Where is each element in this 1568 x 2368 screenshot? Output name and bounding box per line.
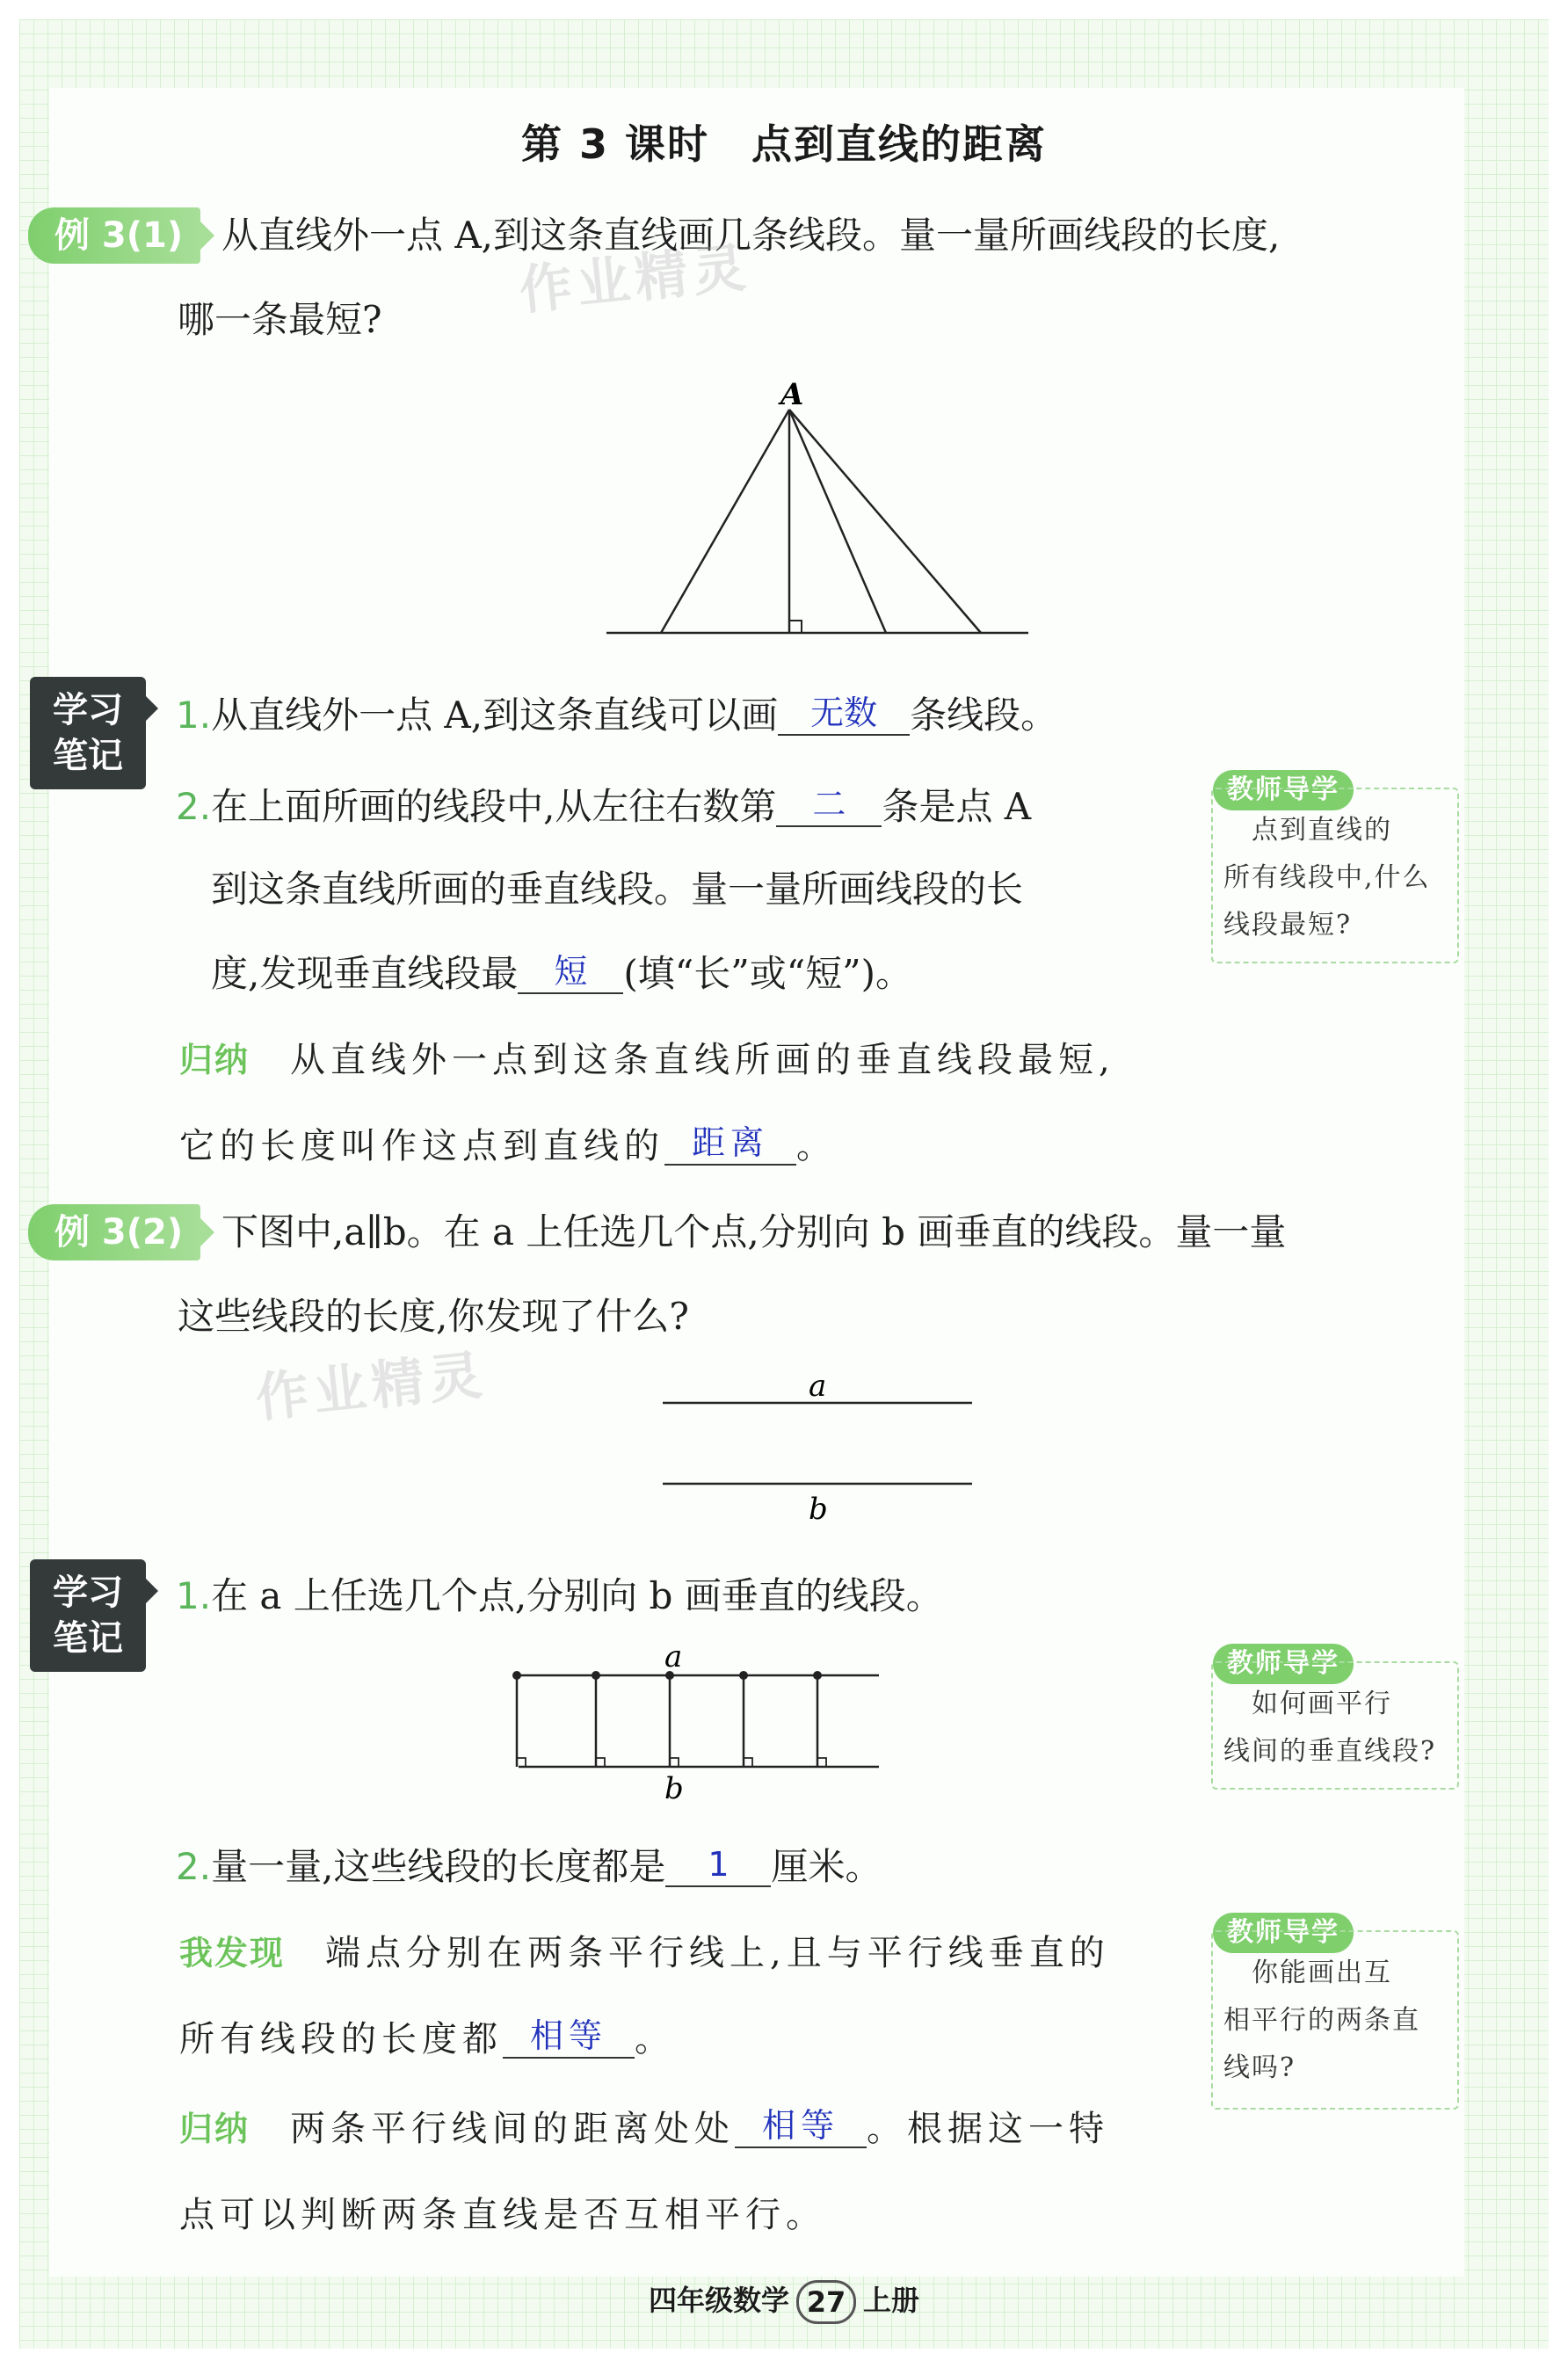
answer-blank[interactable]: 二: [776, 783, 882, 827]
study-notes-tag-1: [30, 677, 146, 789]
notes2-discover-line2: [179, 2013, 675, 2066]
page-number: 27: [796, 2280, 856, 2324]
answer-blank[interactable]: 1: [665, 1843, 771, 1887]
notes1-item1: [176, 689, 1057, 742]
guide-text: 所有线段中,什么: [1223, 862, 1431, 893]
figure-parallel-lines: [650, 1362, 984, 1521]
teacher-guide-title: 教师导学: [1213, 1913, 1354, 1953]
footer-grade: 四年级数学: [648, 2284, 789, 2317]
watermark: 作业精灵: [252, 1344, 490, 1430]
right-angle-mark: [670, 1758, 679, 1767]
notes2-item1: [176, 1570, 943, 1623]
guide-text: 如何画平行: [1223, 1689, 1392, 1719]
segment-4: [789, 410, 981, 633]
line-a-label: a: [809, 1369, 827, 1404]
note-tag-line2: 笔记: [53, 1618, 123, 1659]
right-angle-mark: [744, 1758, 752, 1767]
item-number: 1.: [176, 1574, 212, 1617]
summary-text: 两条平行线间的距离处处: [290, 2109, 736, 2149]
guide-text: 线吗?: [1223, 2052, 1296, 2083]
right-angle-mark: [817, 1758, 826, 1767]
segment-3: [789, 410, 886, 633]
item-number: 2.: [176, 785, 212, 828]
guide-text: 点到直线的: [1223, 815, 1392, 846]
example-tag-2: 例 3(2): [28, 1204, 200, 1260]
example1-text-line2: 哪一条最短?: [178, 298, 382, 341]
page-footer: [0, 2278, 1568, 2324]
answer-blank[interactable]: 距离: [664, 1122, 796, 1166]
guide-text: 线段最短?: [1223, 910, 1353, 941]
item-text: 在上面所画的线段中,从左往右数第: [211, 785, 777, 828]
note-tag-line2: 笔记: [53, 736, 123, 776]
item-text: 条是点 A: [882, 785, 1032, 828]
right-angle-mark: [596, 1758, 605, 1767]
line-b-label: b: [809, 1492, 828, 1521]
item-text: 厘米。: [771, 1845, 882, 1888]
right-angle-mark: [517, 1758, 526, 1767]
teacher-guide-box-2: [1211, 1661, 1459, 1790]
teacher-guide-title: 教师导学: [1213, 1644, 1354, 1684]
notes1-item2-line3: [211, 948, 912, 1000]
figure-point-to-line: [598, 369, 1037, 650]
point-on-a: [739, 1671, 748, 1680]
point-on-a: [813, 1671, 822, 1680]
discover-label: 我发现: [179, 1934, 286, 1972]
summary-label: 归纳: [179, 2110, 250, 2148]
guide-text: 相平行的两条直: [1223, 2005, 1420, 2036]
discover-text: 。: [635, 2019, 675, 2059]
item-text: 从直线外一点 A,到这条直线可以画: [211, 694, 779, 737]
guide-text: 线间的垂直线段?: [1223, 1736, 1437, 1767]
notes1-summary: [179, 1034, 1115, 1086]
note-tag-line1: 学习: [53, 1573, 123, 1613]
item-number: 1.: [176, 694, 212, 737]
example2-text-line2: 这些线段的长度,你发现了什么?: [178, 1295, 689, 1338]
figure-perpendicular-segments: [492, 1635, 897, 1811]
example2-text-line1: 下图中,a∥b。在 a 上任选几个点,分别向 b 画垂直的线段。量一量: [221, 1210, 1287, 1253]
discover-text: 所有线段的长度都: [179, 2019, 503, 2059]
guide-text: 你能画出互: [1223, 1958, 1392, 1988]
study-notes-tag-2: [30, 1559, 146, 1672]
notes2-item2: [176, 1841, 882, 1893]
fig-label-a: a: [664, 1639, 683, 1674]
summary-text: 。根据这一特: [867, 2109, 1110, 2149]
footer-volume: 上册: [863, 2284, 920, 2317]
notes2-discover: [179, 1927, 1110, 1979]
example1-text-line1: 从直线外一点 A,到这条直线画几条线段。量一量所画线段的长度,: [221, 214, 1281, 257]
item-text: (填“长”或“短”)。: [623, 952, 913, 995]
point-on-a: [592, 1671, 600, 1680]
notes2-summary-line2: 点可以判断两条直线是否互相平行。: [179, 2195, 826, 2235]
notes1-item2-line2: 到这条直线所画的垂直线段。量一量所画线段的长: [211, 868, 1024, 911]
segment-1: [661, 410, 789, 633]
summary-label: 归纳: [179, 1041, 250, 1079]
answer-blank[interactable]: 相等: [503, 2015, 635, 2059]
notes1-summary-line2: [179, 1120, 837, 1173]
answer-blank[interactable]: 相等: [735, 2104, 867, 2148]
discover-text: 端点分别在两条平行线上,且与平行线垂直的: [325, 1933, 1110, 1973]
point-a-label: A: [780, 377, 804, 412]
point-on-a: [512, 1671, 521, 1680]
right-angle-mark: [789, 621, 802, 633]
answer-blank[interactable]: 短: [518, 950, 623, 994]
item-text: 度,发现垂直线段最: [211, 952, 519, 995]
teacher-guide-box-1: [1211, 788, 1459, 963]
summary-text: 。: [796, 1126, 837, 1166]
notes1-item2: [176, 781, 1031, 833]
item-text: 条线段。: [910, 694, 1058, 737]
notes2-summary: [179, 2103, 1109, 2155]
item-text: 量一量,这些线段的长度都是: [211, 1845, 666, 1888]
teacher-guide-title: 教师导学: [1213, 770, 1354, 810]
summary-text: 它的长度叫作这点到直线的: [179, 1126, 664, 1166]
item-text: 在 a 上任选几个点,分别向 b 画垂直的线段。: [211, 1574, 943, 1617]
note-tag-line1: 学习: [53, 690, 123, 730]
teacher-guide-box-3: [1211, 1930, 1459, 2110]
answer-blank[interactable]: 无数: [778, 692, 910, 736]
watermark: 作业精灵: [516, 236, 754, 323]
fig-label-b: b: [664, 1771, 684, 1806]
summary-text: 从直线外一点到这条直线所画的垂直线段最短,: [290, 1040, 1115, 1080]
page-title: 第 3 课时 点到直线的距离: [520, 120, 1048, 168]
example-tag-1: 例 3(1): [28, 207, 200, 264]
item-number: 2.: [176, 1845, 212, 1888]
